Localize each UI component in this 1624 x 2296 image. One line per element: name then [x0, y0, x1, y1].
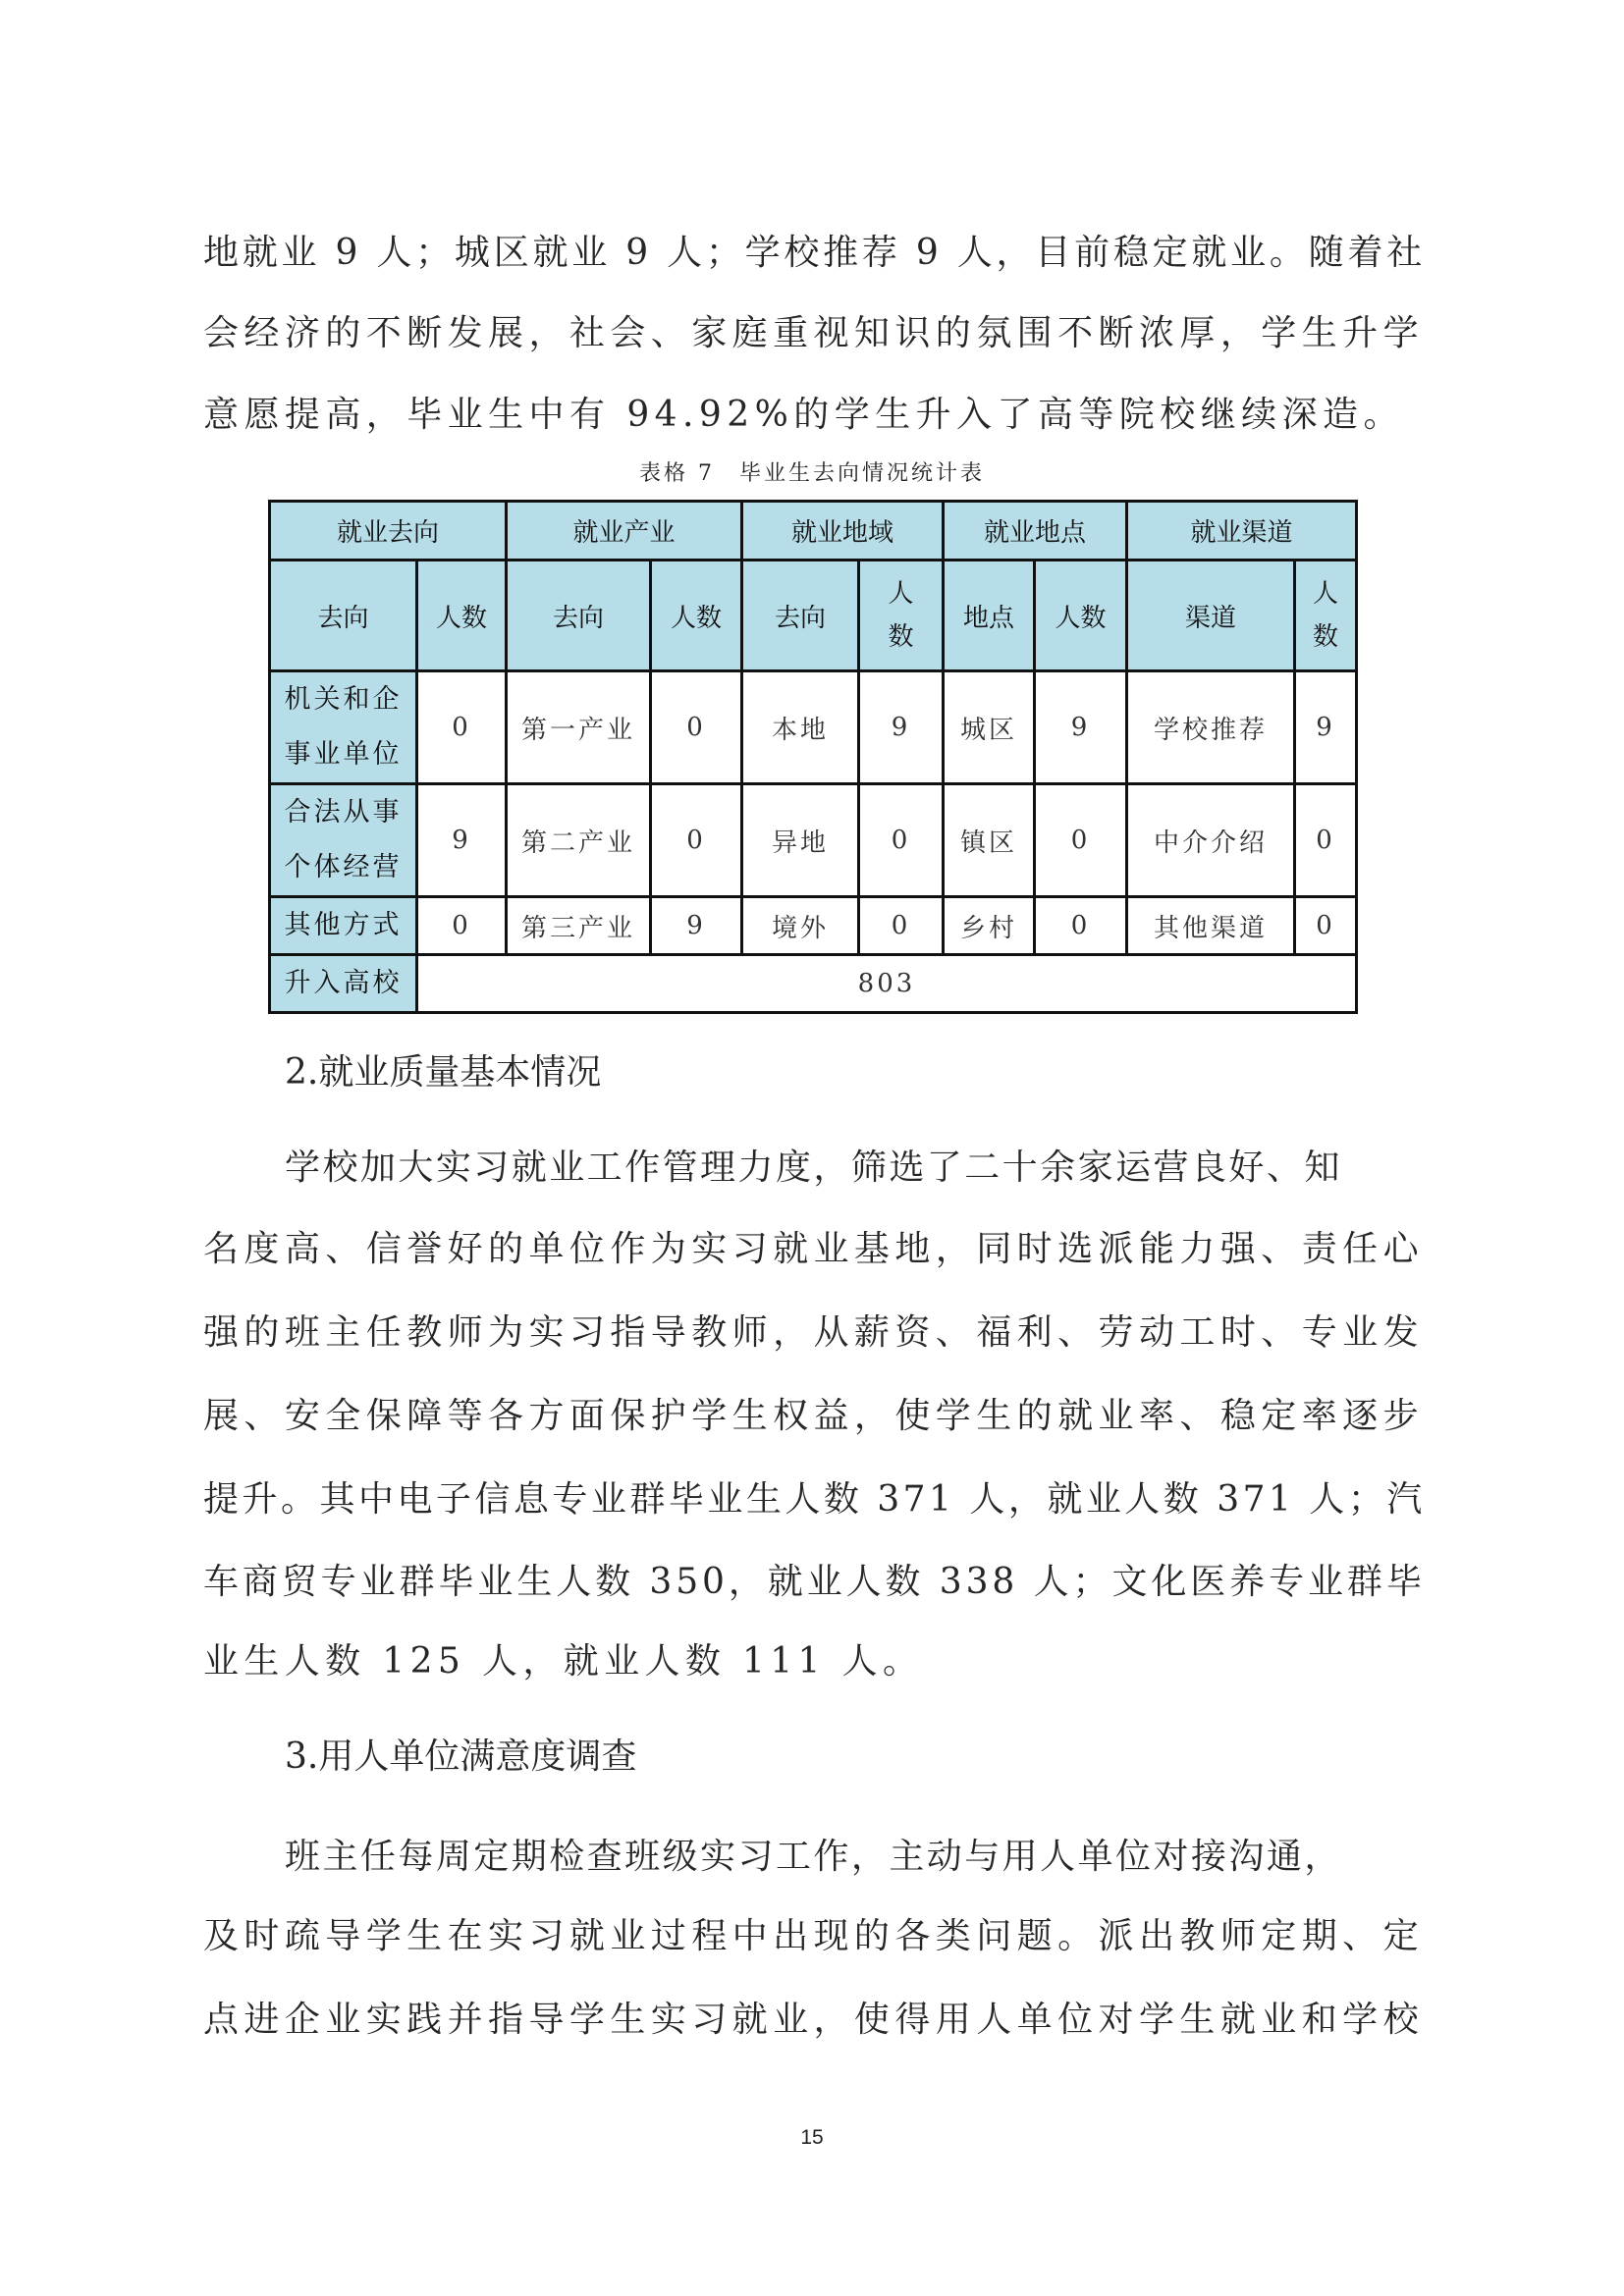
cell: 0 — [417, 671, 507, 784]
table-caption: 表格 7 毕业生去向情况统计表 — [639, 461, 985, 486]
cell: 0 — [1035, 784, 1127, 897]
sub-header: 人数 — [1035, 561, 1127, 671]
sub-header — [859, 561, 944, 671]
sub-header: 人数 — [651, 561, 742, 671]
paragraph-line: 学校加大实习就业工作管理力度，筛选了二十余家运营良好、知 — [285, 1148, 1342, 1188]
paragraph-line: 及时疏导学生在实习就业过程中出现的各类问题。派出教师定期、定 — [203, 1916, 1424, 1956]
paragraph-line: 强的班主任教师为实习指导教师，从薪资、福利、劳动工时、专业发 — [203, 1312, 1424, 1353]
cell: 9 — [651, 897, 742, 955]
page-number: 15 — [800, 2126, 824, 2149]
paragraph-line: 车商贸专业群毕业生人数 350，就业人数 338 人；文化医养专业群毕 — [203, 1562, 1426, 1602]
sub-header-char: 人 — [888, 579, 914, 609]
row-label-line: 个体经营 — [284, 852, 403, 882]
sub-header-char: 数 — [1312, 622, 1338, 652]
sub-header: 去向 — [270, 561, 417, 671]
cell: 0 — [1035, 897, 1127, 955]
cell: 0 — [1295, 784, 1357, 897]
cell: 0 — [417, 897, 507, 955]
paragraph-line: 展、安全保障等各方面保护学生权益，使学生的就业率、稳定率逐步 — [203, 1396, 1424, 1436]
paragraph-line: 班主任每周定期检查班级实习工作，主动与用人单位对接沟通， — [285, 1837, 1342, 1877]
cell: 0 — [651, 784, 742, 897]
section-heading: 2.就业质量基本情况 — [285, 1052, 602, 1093]
sub-header-char: 数 — [888, 622, 914, 652]
sub-header: 去向 — [507, 561, 651, 671]
table-sub-header-row — [270, 561, 1357, 671]
cell: 9 — [859, 671, 944, 784]
paragraph-line: 地就业 9 人；城区就业 9 人；学校推荐 9 人，目前稳定就业。随着社 — [203, 233, 1426, 273]
group-header: 就业渠道 — [1127, 502, 1357, 561]
sub-header — [1295, 561, 1357, 671]
table-row — [270, 671, 1357, 784]
paragraph-line: 点进企业实践并指导学生实习就业，使得用人单位对学生就业和学校 — [203, 2000, 1424, 2040]
row-label-line: 合法从事 — [284, 797, 403, 828]
cell: 城区 — [944, 671, 1035, 784]
cell: 境外 — [742, 897, 859, 955]
sub-header: 人数 — [417, 561, 507, 671]
table-row-higher-education — [270, 955, 1357, 1013]
row-label: 其他方式 — [270, 897, 417, 955]
paragraph-line: 提升。其中电子信息专业群毕业生人数 371 人，就业人数 371 人；汽 — [203, 1479, 1426, 1520]
cell: 第一产业 — [507, 671, 651, 784]
sub-header-char: 人 — [1312, 579, 1338, 609]
group-header: 就业地域 — [742, 502, 944, 561]
row-label: 升入高校 — [270, 955, 417, 1013]
cell: 9 — [1295, 671, 1357, 784]
table-group-header-row — [270, 502, 1357, 561]
higher-education-count: 803 — [417, 955, 1357, 1013]
cell: 9 — [417, 784, 507, 897]
cell: 异地 — [742, 784, 859, 897]
paragraph-line: 业生人数 125 人，就业人数 111 人。 — [203, 1641, 924, 1682]
cell: 第二产业 — [507, 784, 651, 897]
paragraph-line: 会经济的不断发展，社会、家庭重视知识的氛围不断浓厚，学生升学 — [203, 313, 1424, 353]
cell: 乡村 — [944, 897, 1035, 955]
table-row — [270, 897, 1357, 955]
sub-header: 渠道 — [1127, 561, 1295, 671]
graduate-destination-table — [268, 500, 1358, 1014]
cell: 中介介绍 — [1127, 784, 1295, 897]
cell: 第三产业 — [507, 897, 651, 955]
sub-header: 地点 — [944, 561, 1035, 671]
table-row — [270, 784, 1357, 897]
cell: 0 — [651, 671, 742, 784]
paragraph-line: 名度高、信誉好的单位作为实习就业基地，同时选派能力强、责任心 — [203, 1229, 1424, 1269]
row-label-line: 事业单位 — [284, 739, 403, 770]
group-header: 就业地点 — [944, 502, 1127, 561]
paragraph-line: 意愿提高，毕业生中有 94.92%的学生升入了高等院校继续深造。 — [203, 395, 1404, 435]
cell: 镇区 — [944, 784, 1035, 897]
cell: 9 — [1035, 671, 1127, 784]
cell: 学校推荐 — [1127, 671, 1295, 784]
row-label — [270, 671, 417, 784]
cell: 0 — [859, 784, 944, 897]
row-label — [270, 784, 417, 897]
group-header: 就业产业 — [507, 502, 742, 561]
cell: 其他渠道 — [1127, 897, 1295, 955]
cell: 0 — [1295, 897, 1357, 955]
cell: 本地 — [742, 671, 859, 784]
group-header: 就业去向 — [270, 502, 507, 561]
sub-header: 去向 — [742, 561, 859, 671]
row-label-line: 机关和企 — [284, 684, 403, 715]
section-heading: 3.用人单位满意度调查 — [285, 1736, 637, 1777]
cell: 0 — [859, 897, 944, 955]
